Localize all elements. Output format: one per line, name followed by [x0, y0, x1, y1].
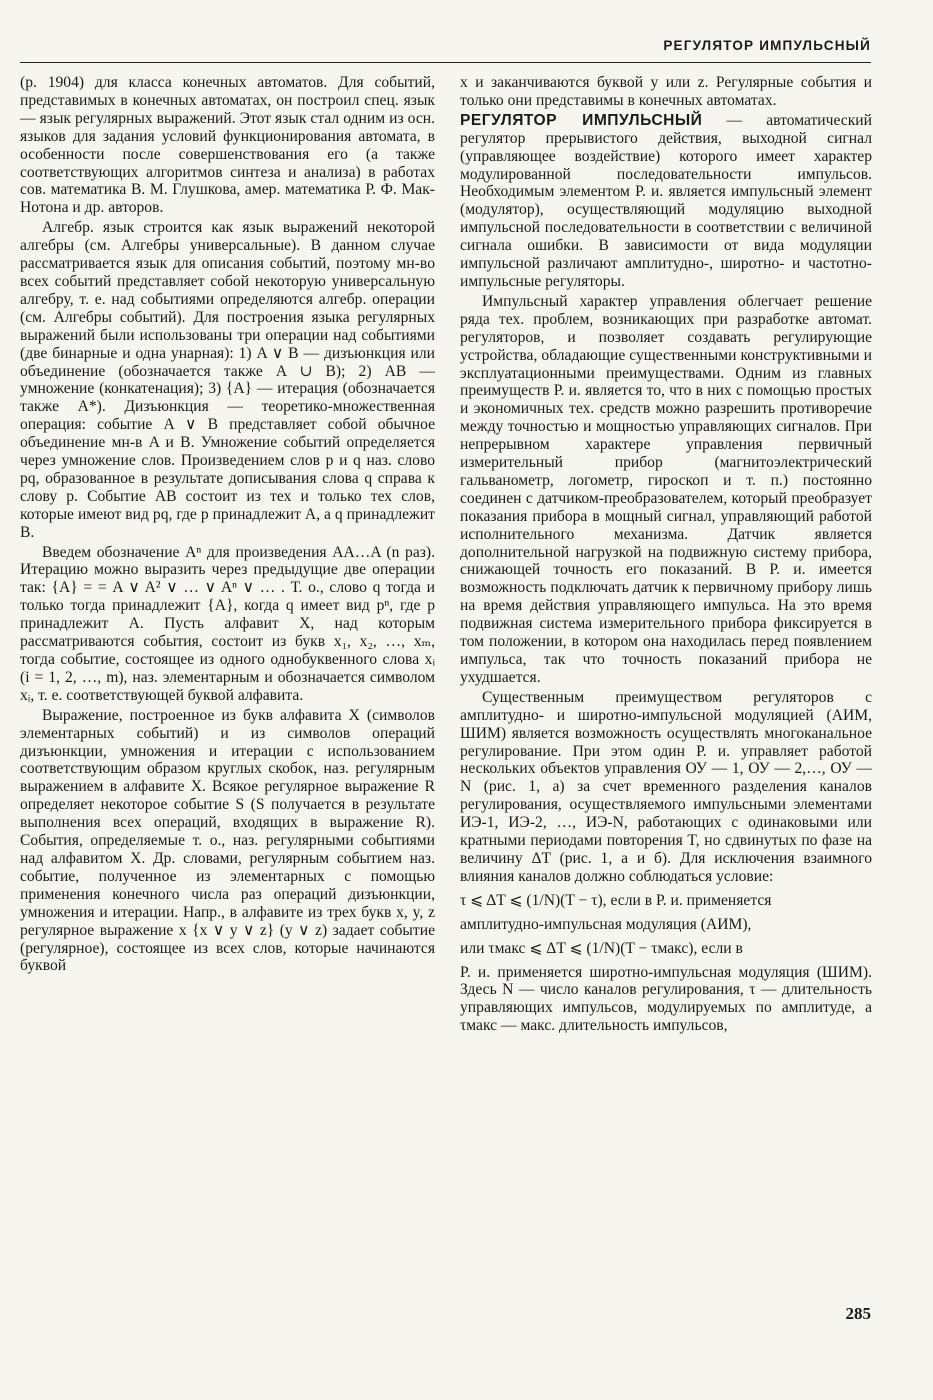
formula: или τмакс ⩽ ΔT ⩽ (1/N)(T − τмакс), если в	[460, 939, 743, 957]
paragraph: Выражение, построенное из букв алфавита X (символов элементарных событий) и из символов операций дизъюнкции, умножения и итерации с использованием соответствующим образом круглых скобок, наз. регулярным выражением в алфавите X. Всякое регулярное выражение R определяет некоторое событие S (S получается в результате выполнения всех операций, входящих в выражение R). События, определяемые т. о., наз. регулярными событиями над алфавитом X. Др. словами, регулярным событием наз. событие, полученное из элементарных с помощью применения конечного числа раз операций дизъюнкции, умножения и итерации. Напр., в алфавите из трех букв x, y, z регулярное выражение x {x ∨ y ∨ z} (y ∨ z) задает событие (регулярное), состоящее из всех слов, которые начинаются буквой	[20, 706, 435, 975]
paragraph: Импульсный характер управления облегчает решение ряда тех. проблем, возникающих при разработке автомат. регуляторов, и позволяет создавать регулирующие устройства, обладающие существенными конструктивными и эксплуатационными преимуществами. Одним из главных преимуществ Р. и. является то, что в них с помощью простых и экономичных тех. средств можно разрешить противоречие между точностью и мощностью управляющих сигналов. При непрерывном характере управления первичный измерительный прибор (магнитоэлектрический гальванометр, логометр, гироскоп и т. п.) постоянно соединен с датчиком-преобразователем, который преобразует показания прибора в мощный сигнал, управляющий работой исполнительного механизма. Датчик является дополнительной нагрузкой на подвижную систему прибора, снижающей точность его показаний. В Р. и. имеется возможность подключать датчик к первичному прибору лишь на время действия управляющего импульса. На это время подвижная система измерительного прибора фиксируется в том положении, в котором она находилась перед появлением импульса, так что точность показаний прибора не ухудшается.	[460, 292, 872, 686]
running-head: РЕГУЛЯТОР ИМПУЛЬСНЫЙ	[663, 38, 871, 53]
page-header	[20, 36, 871, 63]
paragraph: Алгебр. язык строится как язык выражений некоторой алгебры (см. Алгебры универсальные). В данном случае рассматривается язык для описания событий, поэтому мн-во всех событий представляет собой некоторую универсальную алгебру, т. е. над событиями определяются алгебр. операции (см. Алгебры событий). Для построения языка регулярных выражений были использованы три операции над событиями (две бинарные и одна унарная): 1) A ∨ B — дизъюнкция или объединение (обозначается также A ∪ B); 2) AB — умножение (конкатенация); 3) {A} — итерация (обозначается также A*). Дизъюнкция — теоретико-множественная операция: событие A ∨ B представляет собой обычное объединение мн-в A и B. Умножение событий определяется через умножение слов. Произведением слов p и q наз. слово pq, образованное в результате дописывания слова q справа к слову p. Событие AB состоит из тех и только тех слов, которые имеют вид pq, где p принадлежит A, а q принадлежит B.	[20, 219, 435, 541]
paragraph: Р. и. применяется широтно-импульсная модуляция (ШИМ). Здесь N — число каналов регулирования, τ — длительность управляющих импульсов, модулируемых по амплитуде, а τмакс — макс. длительность импульсов,	[460, 963, 872, 1035]
paragraph: амплитудно-импульсная модуляция (АИМ),	[460, 915, 752, 933]
entry-start	[460, 112, 872, 291]
left-column	[20, 74, 435, 977]
right-column	[460, 74, 872, 1037]
paragraph: x и заканчиваются буквой y или z. Регулярные события и только они представимы в конечных автоматах.	[460, 74, 872, 109]
formula: τ ⩽ ΔT ⩽ (1/N)(T − τ), если в Р. и. применяется	[460, 891, 772, 909]
paragraph: Существенным преимуществом регуляторов с амплитудно- и широтно-импульсной модуляцией (АИМ, ШИМ) является возможность осуществлять многоканальное регулирование. При этом один Р. и. управляет работой нескольких объектов управления ОУ — 1, ОУ — 2,…, ОУ — N (рис. 1, а) за счет временного разделения каналов регулирования, осуществляемого импульсными элементами ИЭ-1, ИЭ-2, …, ИЭ-N, работающих с одинаковыми или кратными периодами повторения T, но сдвинутых по фазе на величину ΔT (рис. 1, а и б). Для исключения взаимного влияния каналов должно соблюдаться условие:	[460, 688, 872, 885]
entry-headword: РЕГУЛЯТОР ИМПУЛЬСНЫЙ	[460, 111, 703, 129]
paragraph: Введем обозначение Aⁿ для произведения AA…A (n раз). Итерацию можно выразить через предыдущие две операции так: {A} = = A ∨ A² ∨ … ∨ Aⁿ ∨ … . Т. о., слово q тогда и только тогда принадлежит {A}, когда q имеет вид pⁿ, где p принадлежит A. Пусть алфавит X, над которым рассматриваются события, состоит из букв x₁, x₂, …, xₘ, тогда событие, состоящее из одного однобуквенного слова xᵢ (i = 1, 2, …, m), наз. элементарным и обозначается символом xᵢ, т. е. соответствующей буквой алфавита.	[20, 543, 435, 704]
paragraph: (р. 1904) для класса конечных автоматов. Для событий, представимых в конечных автоматах, он построил спец. язык — язык регулярных выражений. Этот язык стал одним из осн. языков для задания условий функционирования автомата, в особенности после совершенствования его (а также соответствующих алгоритмов синтеза и анализа) в работах сов. математика В. М. Глушкова, амер. математика Р. Ф. Мак-Нотона и др. авторов.	[20, 74, 435, 217]
entry-text: — автоматический регулятор прерывистого действия, выходной сигнал (управляющее воздействие) которого имеет характер модулированной последовательности импульсов. Необходимым элементом Р. и. является импульсный элемент (модулятор), осуществляющий модуляцию выходной импульсной последовательности в соответствии с величиной сигнала ошибки. В зависимости от вида модуляции импульсной различают амплитудно-, широтно- и частотно-импульсные регуляторы.	[460, 111, 872, 290]
page-number: 285	[845, 1304, 871, 1323]
